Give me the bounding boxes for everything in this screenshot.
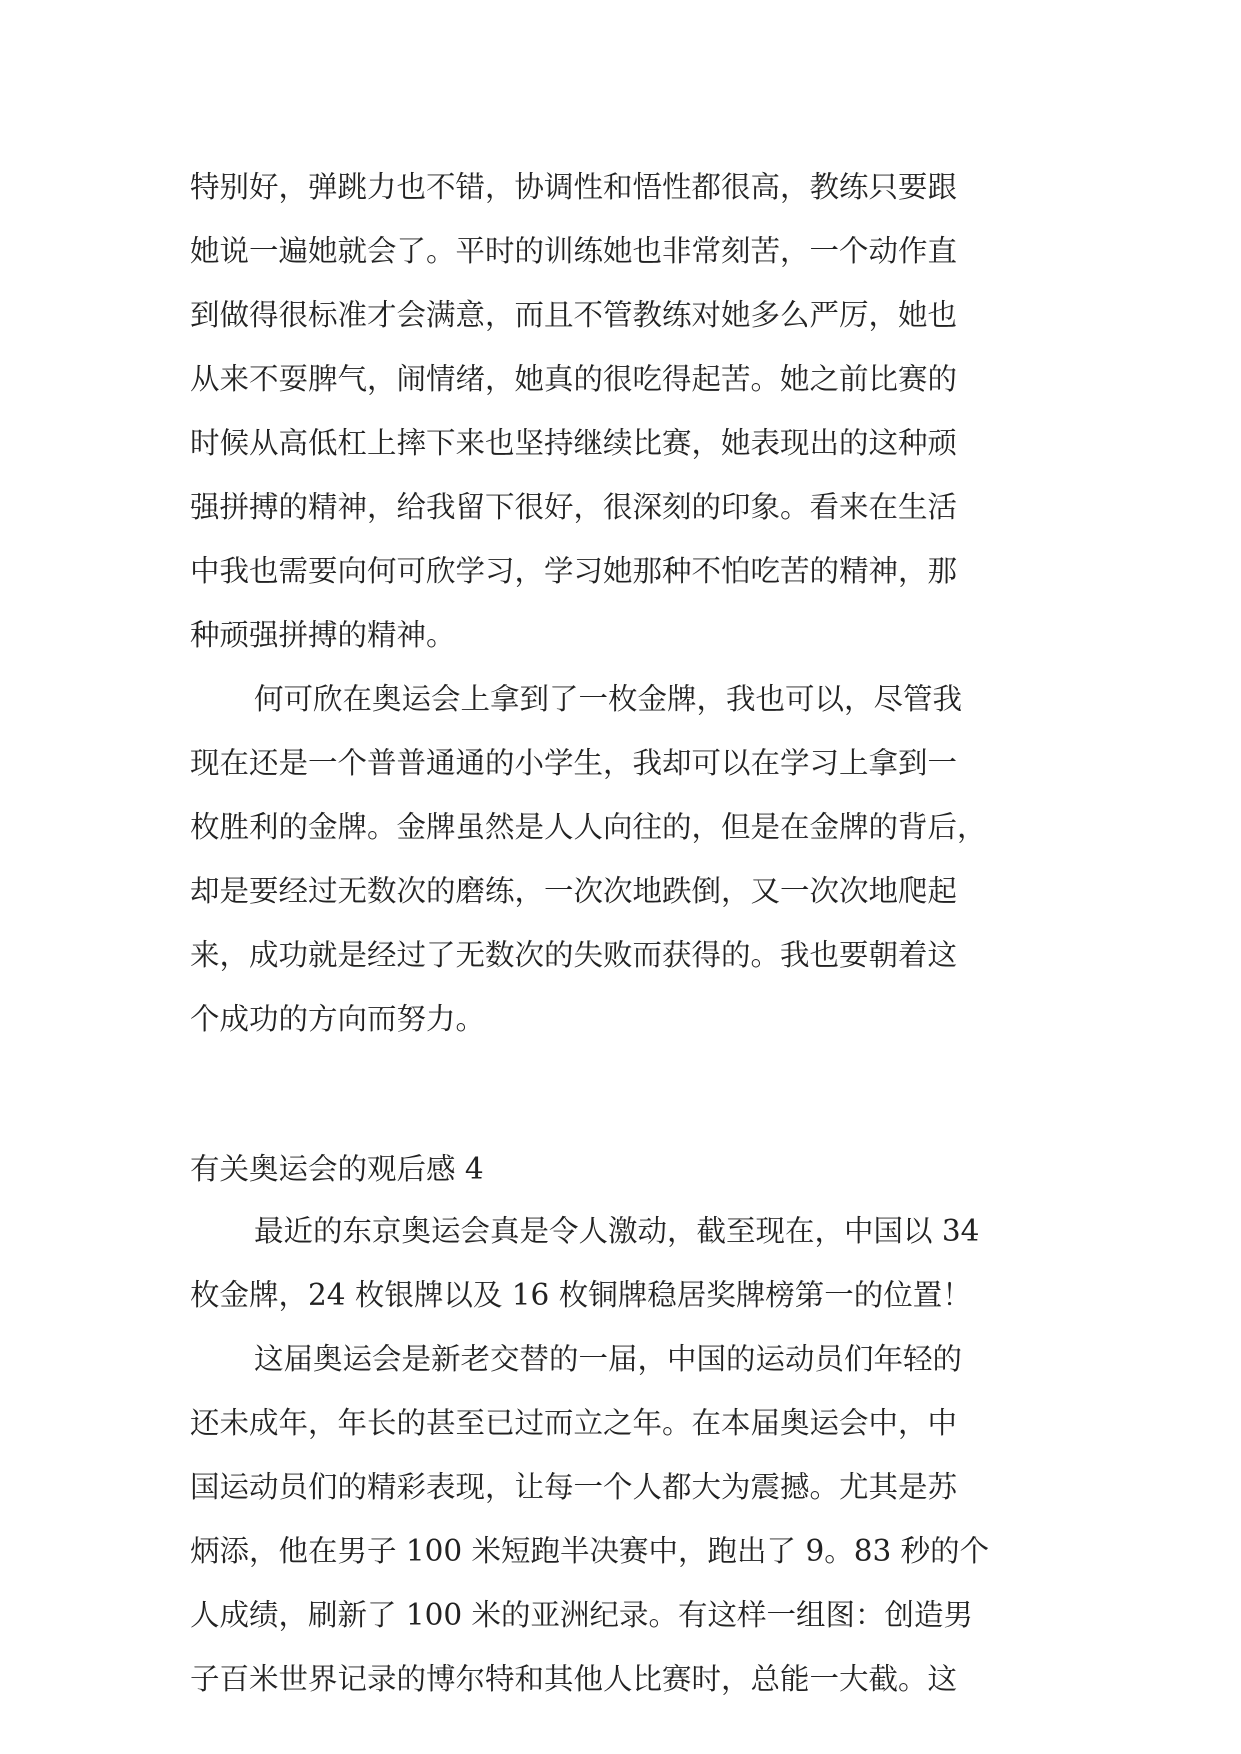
text-line: 中我也需要向何可欣学习，学习她那种不怕吃苦的精神，那 (190, 554, 958, 588)
text-line: 到做得很标准才会满意，而且不管教练对她多么严厉，她也 (190, 298, 958, 332)
text-line: 种顽强拼搏的精神。 (190, 618, 456, 652)
text-line: 枚胜利的金牌。金牌虽然是人人向往的，但是在金牌的背后， (190, 810, 987, 844)
paragraph (190, 1327, 1052, 1711)
text-line: 还未成年，年长的甚至已过而立之年。在本届奥运会中，中 (190, 1406, 958, 1440)
text-line: 她说一遍她就会了。平时的训练她也非常刻苦，一个动作直 (190, 234, 958, 268)
text-line: 时候从高低杠上摔下来也坚持继续比赛，她表现出的这种顽 (190, 426, 958, 460)
document-body (190, 155, 1052, 1711)
text-line: 来，成功就是经过了无数次的失败而获得的。我也要朝着这 (190, 938, 958, 972)
text-line: 从来不耍脾气，闹情绪，她真的很吃得起苦。她之前比赛的 (190, 362, 958, 396)
text-line: 最近的东京奥运会真是令人激动，截至现在，中国以 34 (254, 1214, 980, 1248)
text-line: 现在还是一个普普通通的小学生，我却可以在学习上拿到一 (190, 746, 958, 780)
paragraph (190, 667, 1052, 1051)
section-heading: 有关奥运会的观后感 4 (190, 1152, 484, 1186)
section-spacer (190, 1051, 1052, 1139)
text-line: 特别好，弹跳力也不错，协调性和悟性都很高，教练只要跟 (190, 170, 958, 204)
text-line: 这届奥运会是新老交替的一届，中国的运动员们年轻的 (254, 1342, 963, 1376)
text-line: 国运动员们的精彩表现，让每一个人都大为震撼。尤其是苏 (190, 1470, 958, 1504)
text-line: 强拼搏的精神，给我留下很好，很深刻的印象。看来在生活 (190, 490, 958, 524)
text-line: 枚金牌，24 枚银牌以及 16 枚铜牌稳居奖牌榜第一的位置！ (190, 1278, 972, 1312)
text-line: 人成绩，刷新了 100 米的亚洲纪录。有这样一组图：创造男 (190, 1598, 974, 1632)
paragraph-continuation (190, 155, 1052, 667)
text-line: 炳添，他在男子 100 米短跑半决赛中，跑出了 9。83 秒的个 (190, 1534, 990, 1568)
text-line: 子百米世界记录的博尔特和其他人比赛时，总能一大截。这 (190, 1662, 958, 1696)
text-line: 何可欣在奥运会上拿到了一枚金牌，我也可以，尽管我 (254, 682, 963, 716)
paragraph (190, 1199, 1052, 1327)
text-line: 却是要经过无数次的磨练，一次次地跌倒，又一次次地爬起 (190, 874, 958, 908)
text-line: 个成功的方向而努力。 (190, 1002, 486, 1036)
